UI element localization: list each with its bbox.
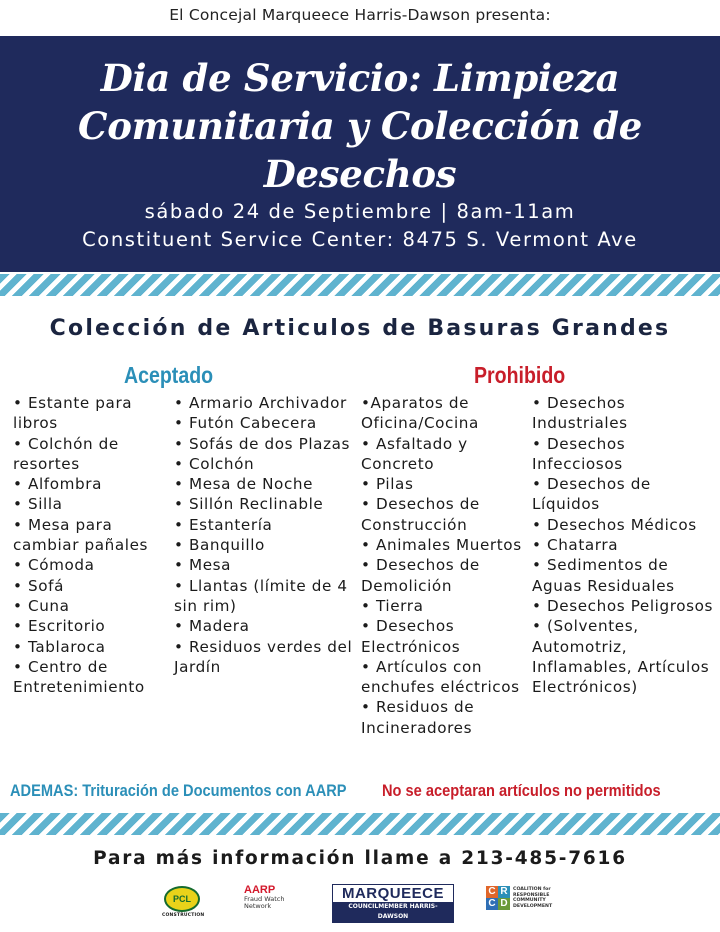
list-item: • Desechos de Líquidos bbox=[532, 475, 651, 514]
list-item: • Sedimentos de Aguas Residuales bbox=[532, 556, 675, 595]
accepted-heading: Aceptado bbox=[124, 362, 214, 388]
list-item: • Cuna bbox=[13, 596, 70, 615]
councilmember-logo bbox=[332, 884, 454, 923]
list-item: • Desechos Electrónicos bbox=[361, 617, 461, 656]
section-title: Colección de Articulos de Basuras Grandes bbox=[49, 316, 671, 341]
aarp-logo-mark: AARP bbox=[244, 884, 276, 896]
list-item: • Tierra bbox=[361, 596, 424, 615]
list-item: •Aparatos de Oficina/Cocina bbox=[361, 394, 479, 433]
list-item: • Alfombra bbox=[13, 475, 103, 494]
list-item: • Silla bbox=[13, 495, 63, 514]
crcd-letter-1: C bbox=[486, 886, 498, 898]
list-item: • Desechos Industriales bbox=[532, 394, 628, 433]
list-item: • Sofás de dos Plazas bbox=[174, 434, 351, 453]
pcl-logo-mark: PCL bbox=[164, 886, 200, 912]
list-item: • Desechos de Construcción bbox=[361, 495, 480, 534]
crcd-logo bbox=[486, 886, 566, 916]
event-title-line-2: Comunitaria y Colección de Desechos bbox=[78, 104, 642, 196]
prohibited-list-column-2 bbox=[532, 393, 718, 697]
list-item: • Centro de Entretenimiento bbox=[13, 657, 145, 697]
list-item: • Desechos de Demolición bbox=[361, 556, 480, 595]
list-item: • Escritorio bbox=[13, 617, 106, 636]
list-item: • Estantería bbox=[174, 515, 273, 534]
list-item: • Banquillo bbox=[174, 536, 265, 555]
list-item: • Colchón de resortes bbox=[13, 434, 119, 473]
list-item: • Sillón Reclinable bbox=[174, 495, 324, 514]
list-item: • Mesa bbox=[174, 556, 232, 575]
pcl-logo bbox=[162, 886, 205, 918]
list-item: • Mesa de Noche bbox=[174, 475, 314, 494]
list-item: • Cómoda bbox=[13, 556, 95, 575]
list-item: • Pilas bbox=[361, 475, 414, 494]
list-item: • Tablaroca bbox=[13, 637, 106, 656]
list-item: • Sofá bbox=[13, 576, 64, 595]
aarp-shredding-note: ADEMAS: Trituración de Documentos con AARP bbox=[10, 781, 347, 800]
councilmember-logo-subtitle: COUNCILMEMBER HARRIS-DAWSON bbox=[333, 902, 453, 922]
event-title-line-1: Dia de Servicio: Limpieza bbox=[100, 56, 620, 100]
list-item: • Llantas (límite de 4 sin rim) bbox=[174, 576, 348, 615]
list-item: • Desechos Peligrosos bbox=[532, 596, 714, 615]
aarp-logo bbox=[244, 884, 304, 910]
event-title bbox=[0, 54, 720, 198]
list-item: • Estante para libros bbox=[13, 394, 133, 433]
event-details bbox=[0, 198, 720, 254]
crcd-letter-4: D bbox=[498, 898, 510, 910]
presenter-line: El Concejal Marqueece Harris-Dawson presenta: bbox=[169, 6, 551, 24]
crcd-letter-2: R bbox=[498, 886, 510, 898]
prohibited-note: No se aceptaran artículos no permitidos bbox=[382, 781, 661, 800]
event-location: Constituent Service Center: 8475 S. Vermont Ave bbox=[82, 228, 638, 251]
list-item: • Residuos de Incineradores bbox=[361, 698, 475, 737]
crcd-logo-mark bbox=[486, 886, 510, 910]
divider-stripe-top bbox=[0, 274, 720, 296]
list-item: • Desechos Médicos bbox=[532, 515, 697, 534]
list-item: • Desechos Infecciosos bbox=[532, 434, 626, 473]
contact-info: Para más información llame a 213-485-7616 bbox=[93, 848, 627, 869]
accepted-list-column-2 bbox=[174, 393, 354, 677]
list-item: • Residuos verdes del Jardín bbox=[174, 637, 353, 676]
prohibited-list-column-1 bbox=[361, 393, 533, 738]
accepted-list-column-1 bbox=[13, 393, 173, 697]
list-item: • Artículos con enchufes eléctricos bbox=[361, 657, 520, 697]
councilmember-logo-mark: MARQUEECE bbox=[341, 885, 444, 902]
list-item: • Chatarra bbox=[532, 536, 619, 555]
aarp-logo-subtitle: Fraud Watch Network bbox=[244, 895, 285, 910]
crcd-letter-3: C bbox=[486, 898, 498, 910]
divider-stripe-bottom bbox=[0, 813, 720, 835]
list-item: • Futón Cabecera bbox=[174, 414, 317, 433]
list-item: • Colchón bbox=[174, 454, 255, 473]
list-item: • Animales Muertos bbox=[361, 536, 522, 555]
list-item: • Mesa para cambiar pañales bbox=[13, 515, 149, 555]
list-item: • Armario Archivador bbox=[174, 394, 347, 412]
list-item: • Madera bbox=[174, 617, 250, 636]
crcd-logo-subtitle: COALITION for RESPONSIBLE COMMUNITY DEVELOPMENT bbox=[513, 887, 553, 909]
pcl-logo-subtitle: CONSTRUCTION bbox=[162, 913, 205, 918]
list-item: • Asfaltado y Concreto bbox=[361, 434, 468, 473]
event-date-time: sábado 24 de Septiembre | 8am-11am bbox=[144, 200, 576, 223]
list-item: • (Solventes, Automotriz, Inflamables, Artículos Electrónicos) bbox=[532, 617, 710, 697]
prohibited-heading: Prohibido bbox=[474, 362, 566, 388]
